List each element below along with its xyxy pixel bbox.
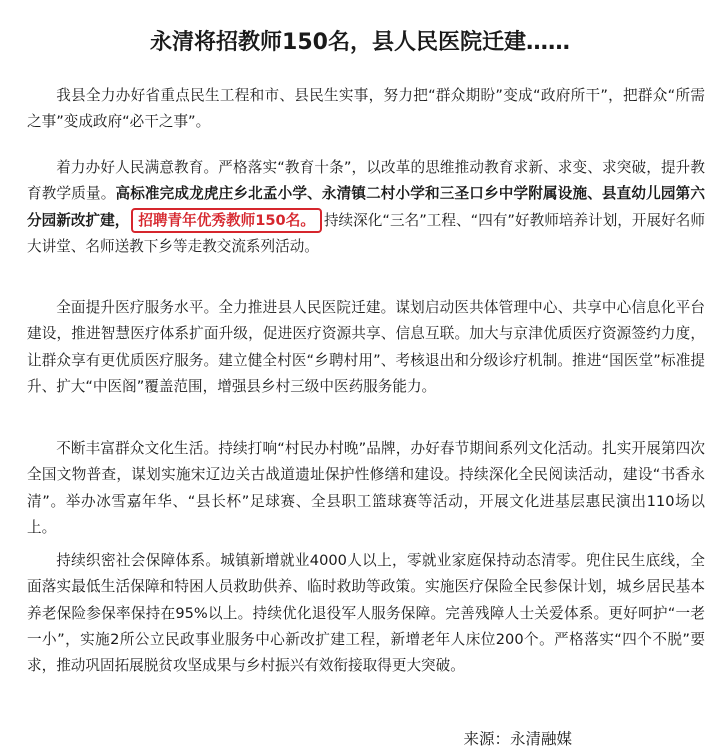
paragraph-intro [27, 83, 705, 136]
highlight-box: 招聘青年优秀教师150名。 [131, 208, 322, 233]
article-title: 永清将招教师150名，县人民医院迁建…… [150, 30, 570, 55]
paragraph-social-security [27, 548, 705, 679]
paragraph-text: 着力办好人民满意教育。严格落实“教育十条”，以改革的思维推动教育求新、求变、求突破，提升教育教学质量。 [27, 159, 705, 203]
paragraph-text: 持续织密社会保障体系。城镇新增就业4000人以上，零就业家庭保持动态清零。兜住民生底线，全面落实最低生活保障和特困人员救助供养、临时救助等政策。实施医疗保险全民参保计划，城乡居民基本养老保险参保率保持在95%以上。持续优化退役军人服务保障。完善残障人士关爱体系。更好呵护“一老一小”，实施2所公立民政事业服务中心新改扩建工程，新增老年人床位200个。严格落实“四个不脱”要求，推动巩固拓展脱贫攻坚成果与乡村振兴有效衔接取得更大突破。 [27, 552, 705, 675]
bold-text: ， [114, 211, 130, 229]
bold-text: 高标准完成龙虎庄乡北孟小学、永清镇二村小学和三圣口乡中学附属设施、县直幼儿园第六分园新改扩建 [27, 185, 705, 229]
paragraph-medical [27, 295, 705, 400]
paragraph-text: 不断丰富群众文化生活。持续打响“村民办村晚”品牌，办好春节期间系列文化活动。扎实开展第四次全国文物普查，谋划实施宋辽边关古战道遗址保护性修缮和建设。持续深化全民阅读活动，建设“书香永清”。举办冰雪嘉年华、“县长杯”足球赛、全县职工篮球赛等活动，开展文化进基层惠民演出110场以上。 [27, 440, 705, 536]
paragraph-culture [27, 436, 705, 541]
paragraph-education [27, 155, 705, 260]
paragraph-text: 全面提升医疗服务水平。全力推进县人民医院迁建。谋划启动医共体管理中心、共享中心信息化平台建设，推进智慧医疗体系扩面升级，促进医疗资源共享、信息互联。加大与京津优质医疗资源签约力度，让群众享有更优质医疗服务。建立健全村医“乡聘村用”、考核退出和分级诊疗机制。推进“国医堂”标准提升、扩大“中医阁”覆盖范围，增强县乡村三级中医药服务能力。 [27, 299, 705, 395]
paragraph-text: 我县全力办好省重点民生工程和市、县民生实事，努力把“群众期盼”变成“政府所干”，把群众“所需之事”变成政府“必干之事”。 [27, 87, 705, 131]
paragraph-text: 持续深化“三名”工程、“四有”好教师培养计划，开展好名师大讲堂、名师送教下乡等走教交流系列活动。 [27, 211, 705, 255]
source-credit: 来源：永清融媒 [463, 730, 572, 748]
